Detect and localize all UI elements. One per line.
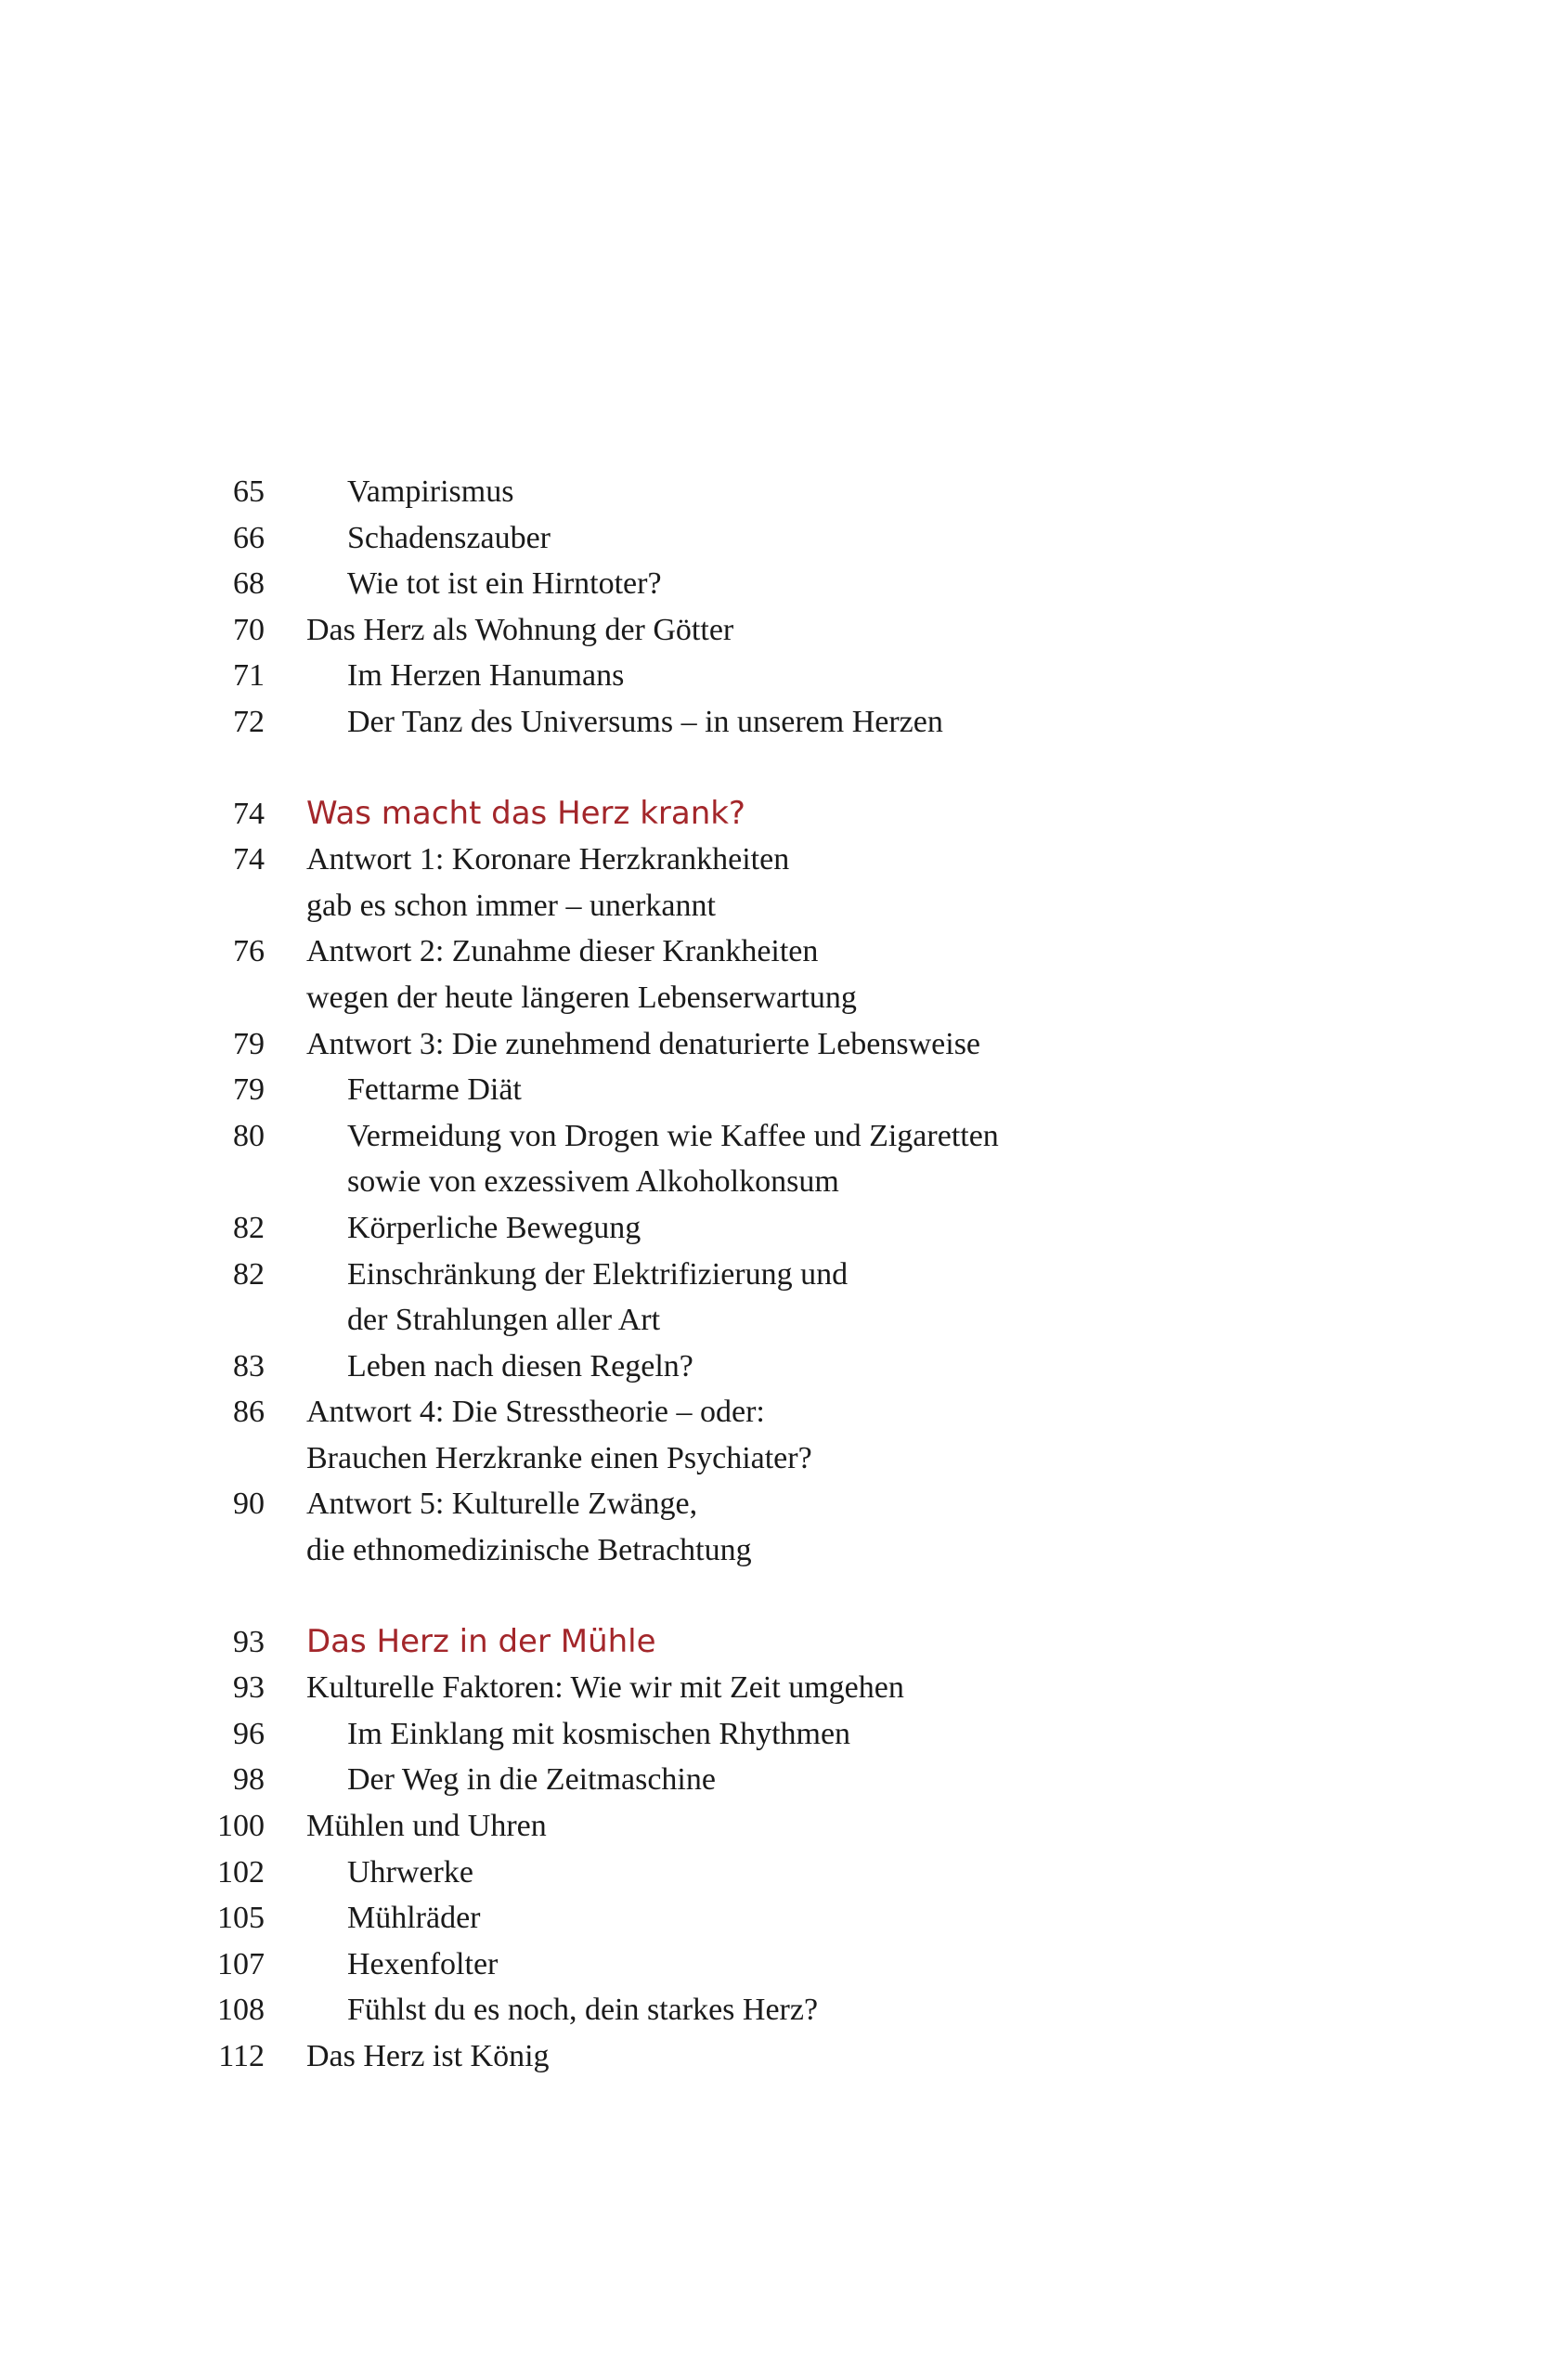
page-number: 70 — [233, 612, 265, 647]
toc-entry — [0, 1252, 1568, 1298]
entry-title: Antwort 3: Die zunehmend denaturierte Lebensweise — [306, 1026, 981, 1061]
section-heading — [0, 1619, 1568, 1666]
toc-entry — [0, 1895, 1568, 1942]
entry-title: Schadenszauber — [347, 520, 551, 555]
entry-title: Das Herz ist König — [306, 2039, 550, 2073]
entry-title: Mühlen und Uhren — [306, 1809, 547, 1844]
entry-title: Leben nach diesen Regeln? — [347, 1348, 693, 1383]
page-number: 86 — [233, 1395, 265, 1430]
page-number: 96 — [233, 1716, 265, 1751]
page-number: 80 — [233, 1118, 265, 1153]
entry-title: Wie tot ist ein Hirntoter? — [347, 566, 662, 602]
page-number: 112 — [218, 2039, 265, 2073]
table-of-contents — [0, 469, 1568, 2080]
page-number: 90 — [233, 1487, 265, 1522]
entry-title: die ethnomedizinische Betrachtung — [306, 1533, 752, 1568]
toc-entry-continuation — [0, 1297, 1568, 1344]
section-title: Das Herz in der Mühle — [306, 1622, 656, 1660]
entry-title: Das Herz als Wohnung der Götter — [306, 612, 734, 647]
page-number: 83 — [233, 1348, 265, 1383]
page-number: 68 — [233, 566, 265, 602]
entry-title: Antwort 4: Die Stresstheorie – oder: — [306, 1395, 765, 1430]
page-number: 72 — [233, 704, 265, 739]
toc-entry — [0, 1803, 1568, 1850]
toc-entry-continuation — [0, 1435, 1568, 1482]
toc-entry — [0, 1942, 1568, 1988]
page-number: 105 — [217, 1901, 265, 1936]
page-number: 74 — [233, 796, 265, 831]
toc-entry — [0, 1987, 1568, 2033]
page-number: 107 — [217, 1946, 265, 1981]
entry-title: Mühlräder — [347, 1901, 481, 1936]
toc-entry — [0, 1205, 1568, 1252]
entry-title: Im Herzen Hanumans — [347, 658, 625, 694]
toc-entry — [0, 2033, 1568, 2080]
toc-entry — [0, 1067, 1568, 1113]
entry-title: Antwort 5: Kulturelle Zwänge, — [306, 1487, 698, 1522]
page-number: 102 — [217, 1854, 265, 1890]
section-spacer — [0, 746, 1568, 791]
toc-entry-continuation — [0, 1527, 1568, 1574]
toc-entry-continuation — [0, 975, 1568, 1021]
entry-title: Einschränkung der Elektrifizierung und — [347, 1256, 849, 1292]
toc-entry — [0, 1113, 1568, 1160]
entry-title: Körperliche Bewegung — [347, 1210, 641, 1245]
toc-entry — [0, 469, 1568, 515]
entry-title: Antwort 2: Zunahme dieser Krankheiten — [306, 934, 819, 969]
entry-title: Im Einklang mit kosmischen Rhythmen — [347, 1716, 851, 1751]
page-number: 100 — [217, 1809, 265, 1844]
toc-entry-continuation — [0, 883, 1568, 929]
entry-title: Hexenfolter — [347, 1946, 499, 1981]
entry-title: Kulturelle Faktoren: Wie wir mit Zeit umgehen — [306, 1670, 904, 1706]
toc-entry — [0, 1021, 1568, 1068]
toc-entry — [0, 1850, 1568, 1896]
toc-entry — [0, 1389, 1568, 1435]
entry-title: gab es schon immer – unerkannt — [306, 888, 716, 923]
toc-entry — [0, 1711, 1568, 1758]
entry-title: wegen der heute längeren Lebenserwartung — [306, 980, 857, 1015]
toc-entry — [0, 607, 1568, 654]
page-number: 108 — [217, 1993, 265, 2028]
toc-entry — [0, 1757, 1568, 1803]
page-number: 82 — [233, 1210, 265, 1245]
entry-title: Fühlst du es noch, dein starkes Herz? — [347, 1993, 819, 2028]
section-spacer — [0, 1574, 1568, 1619]
page-number: 79 — [233, 1026, 265, 1061]
page-number: 66 — [233, 520, 265, 555]
entry-title: Der Weg in die Zeitmaschine — [347, 1762, 716, 1798]
toc-entry — [0, 515, 1568, 562]
toc-entry — [0, 837, 1568, 883]
entry-title: Brauchen Herzkranke einen Psychiater? — [306, 1440, 812, 1475]
entry-title: Der Tanz des Universums – in unserem Herzen — [347, 704, 943, 739]
page-number: 76 — [233, 934, 265, 969]
page-number: 79 — [233, 1072, 265, 1108]
page-number: 82 — [233, 1256, 265, 1292]
toc-entry — [0, 1665, 1568, 1711]
section-title: Was macht das Herz krank? — [306, 794, 745, 832]
entry-title: Vermeidung von Drogen wie Kaffee und Zigaretten — [347, 1118, 999, 1153]
toc-entry — [0, 1344, 1568, 1390]
page-number: 93 — [233, 1670, 265, 1706]
toc-entry — [0, 561, 1568, 607]
toc-entry — [0, 929, 1568, 975]
entry-title: Fettarme Diät — [347, 1072, 522, 1108]
entry-title: der Strahlungen aller Art — [347, 1303, 661, 1338]
entry-title: Antwort 1: Koronare Herzkrankheiten — [306, 842, 790, 877]
toc-entry — [0, 653, 1568, 699]
entry-title: sowie von exzessivem Alkoholkonsum — [347, 1164, 839, 1200]
page-number: 74 — [233, 842, 265, 877]
entry-title: Uhrwerke — [347, 1854, 473, 1890]
toc-entry — [0, 1481, 1568, 1527]
page-number: 98 — [233, 1762, 265, 1798]
page-number: 93 — [233, 1624, 265, 1659]
page-number: 71 — [233, 658, 265, 694]
toc-entry — [0, 699, 1568, 746]
section-heading — [0, 791, 1568, 838]
toc-entry-continuation — [0, 1159, 1568, 1205]
page-number: 65 — [233, 474, 265, 509]
entry-title: Vampirismus — [347, 474, 514, 509]
